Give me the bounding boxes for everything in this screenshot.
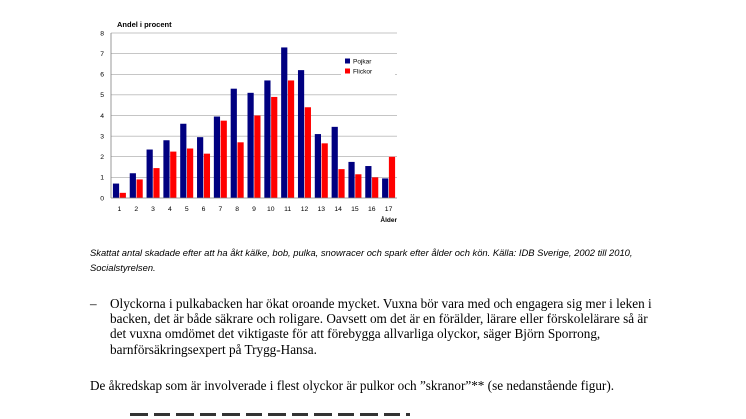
bar-pojkar-4 (163, 140, 169, 198)
bar-pojkar-5 (180, 124, 186, 198)
x-tick-label: 15 (351, 206, 359, 213)
x-tick-label: 3 (151, 206, 155, 213)
bar-pojkar-16 (365, 166, 371, 198)
x-tick-label: 17 (384, 206, 393, 213)
bar-flickor-6 (204, 154, 210, 198)
bar-pojkar-15 (348, 162, 354, 198)
bar-pojkar-6 (197, 137, 203, 198)
bullet-quote: Olyckorna i pulkabacken har ökat oroande mycket. Vuxna bör vara med och engagera sig mer i leken i backen, det är både säkrare och roligare. Oavsett om det är en förälder, lärare eller förskolelärare så är det vuxna omdömet det viktigaste för att förebygga allvarliga olyckor, säger Björn Sporrong, barnförsäkringsexpert på Trygg-Hansa. (110, 296, 652, 357)
bar-flickor-10 (271, 97, 277, 198)
y-tick-label: 6 (100, 71, 104, 79)
bar-pojkar-12 (298, 70, 304, 198)
bar-pojkar-13 (315, 134, 321, 198)
legend-swatch-pojkar (345, 59, 350, 64)
bar-pojkar-9 (248, 93, 254, 198)
body-paragraph: De åkredskap som är involverade i flest olyckor är pulkor och ”skranor”** (se nedanstående figur). (90, 378, 615, 393)
bar-pojkar-17 (382, 178, 388, 198)
y-tick-label: 1 (100, 174, 104, 182)
cropped-text-line (130, 411, 410, 419)
bar-flickor-14 (338, 169, 344, 198)
bar-pojkar-3 (147, 150, 153, 198)
bar-flickor-16 (372, 177, 378, 198)
x-tick-label: 14 (334, 206, 342, 213)
bar-flickor-5 (187, 149, 193, 199)
bar-pojkar-7 (214, 117, 220, 198)
bar-pojkar-14 (332, 127, 338, 198)
x-tick-label: 12 (300, 206, 309, 213)
y-axis-title: Andel i procent (117, 20, 172, 29)
legend-label-pojkar: Pojkar (353, 58, 372, 66)
bar-flickor-8 (237, 142, 243, 198)
x-tick-labels (118, 206, 393, 213)
y-tick-labels (100, 30, 104, 202)
bar-pojkar-11 (281, 47, 287, 198)
x-tick-label: 7 (218, 206, 223, 213)
bullet-dash: – (90, 296, 97, 311)
bar-flickor-9 (254, 116, 260, 199)
x-axis-title: Ålder (380, 217, 397, 224)
x-tick-label: 2 (134, 206, 139, 213)
bar-chart (95, 15, 415, 225)
x-tick-label: 13 (317, 206, 326, 213)
bar-flickor-2 (137, 179, 143, 198)
bar-pojkar-10 (264, 80, 270, 198)
bar-pojkar-2 (130, 173, 136, 198)
bar-flickor-1 (120, 193, 126, 198)
legend (341, 56, 395, 86)
bar-pojkar-1 (113, 184, 119, 198)
bar-flickor-7 (221, 121, 227, 198)
bar-flickor-13 (322, 143, 328, 198)
y-tick-label: 8 (100, 30, 104, 38)
x-tick-label: 10 (267, 206, 275, 213)
figure-caption: Skattat antal skadade efter att ha åkt kälke, bob, pulka, snowracer och spark efter ålder och kön. Källa: IDB Sverige, 2002 till 2010, Socialstyrelsen. (90, 247, 633, 273)
y-tick-label: 5 (100, 92, 104, 100)
bar-flickor-4 (170, 152, 176, 198)
y-tick-label: 3 (100, 133, 104, 141)
bar-flickor-17 (389, 157, 395, 198)
legend-swatch-flickor (345, 69, 350, 74)
x-tick-label: 4 (167, 206, 172, 213)
x-tick-label: 11 (284, 206, 292, 213)
x-tick-label: 1 (117, 206, 122, 213)
x-tick-label: 16 (367, 206, 376, 213)
bar-pojkar-8 (231, 89, 237, 198)
y-tick-label: 4 (100, 112, 104, 120)
y-tick-label: 2 (100, 154, 104, 162)
x-tick-label: 9 (252, 206, 256, 213)
y-tick-label: 7 (100, 50, 104, 58)
bar-flickor-11 (288, 80, 294, 198)
x-tick-label: 8 (235, 206, 240, 213)
bar-flickor-15 (355, 174, 361, 198)
x-tick-label: 5 (184, 206, 189, 213)
y-tick-label: 0 (100, 195, 104, 203)
gridlines (111, 33, 397, 177)
legend-label-flickor: Flickor (353, 68, 373, 76)
x-tick-label: 6 (201, 206, 206, 213)
bar-flickor-3 (153, 168, 159, 198)
bar-flickor-12 (305, 107, 311, 198)
